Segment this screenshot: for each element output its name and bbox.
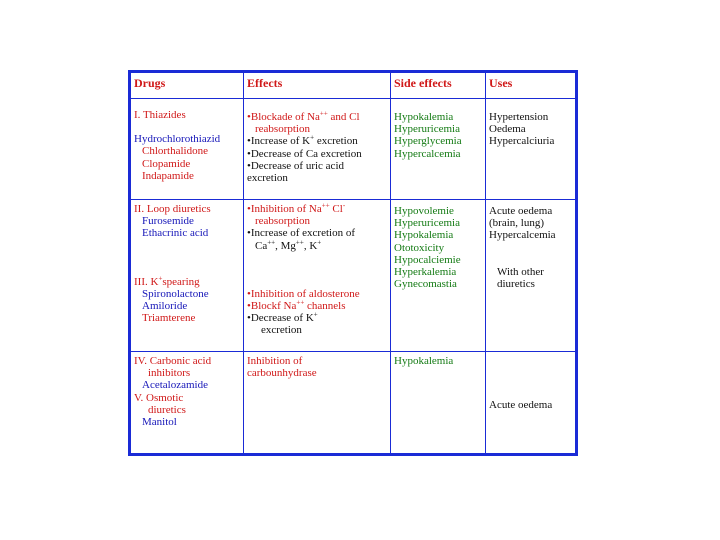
effect-item: excretion — [247, 172, 288, 185]
header-effects: Effects — [247, 76, 283, 90]
effect-item: •Blockf Na++ channels — [247, 298, 346, 313]
header-divider — [131, 98, 575, 99]
effect-item: Inhibition of — [247, 355, 303, 367]
row2-side-effects — [394, 205, 486, 290]
side-effect: Ototoxicity — [394, 241, 445, 254]
column-divider — [390, 73, 391, 453]
side-effect: Hyperuricemia — [394, 123, 460, 136]
side-effect: Hyperkalemia — [394, 266, 457, 279]
drug-name: Triamterene — [142, 312, 196, 325]
drug-name: Acetalozamide — [142, 379, 208, 392]
drug-name: Chlorthalidone — [142, 145, 208, 158]
row1-uses — [489, 111, 577, 148]
side-effect: Hypovolemie — [394, 205, 454, 217]
effect-item: reabsorption — [255, 123, 310, 136]
use-item: Acute oedema — [489, 205, 553, 217]
side-effect: Hypokalemia — [394, 355, 454, 367]
side-effect: Hypokalemia — [394, 111, 454, 123]
use-item: With other — [497, 265, 544, 278]
row3-drugs — [134, 355, 242, 428]
row-divider — [131, 351, 575, 352]
use-item: Acute oedema — [489, 399, 553, 411]
use-item: Hypertension — [489, 111, 549, 123]
drug-class: I. Thiazides — [134, 109, 186, 121]
use-item: Oedema — [489, 123, 526, 136]
use-item: Hypercalcemia — [489, 229, 556, 242]
row2-uses — [489, 205, 577, 290]
drug-name: Clopamide — [142, 157, 191, 170]
row2-drugs — [134, 203, 242, 324]
drug-class: IV. Carbonic acid — [134, 355, 212, 367]
drug-name: Amiloride — [142, 300, 188, 313]
drug-name: Ethacrinic acid — [142, 227, 209, 240]
use-item: (brain, lung) — [489, 217, 544, 230]
row2-effects — [247, 203, 390, 337]
row3-effects — [247, 355, 390, 379]
side-effect: Hypocalciemie — [394, 253, 461, 266]
side-effect: Hyperuricemia — [394, 217, 460, 230]
drug-class: II. Loop diuretics — [134, 203, 211, 215]
drug-class: diuretics — [148, 403, 186, 416]
effect-item: •Increase of excretion of — [247, 227, 355, 240]
drug-class: III. K+spearing — [134, 273, 200, 288]
side-effect: Gynecomastia — [394, 278, 457, 291]
effect-item: •Inhibition of aldosterone — [247, 287, 360, 300]
use-item: Hypercalciuria — [489, 135, 555, 148]
effect-item: •Decrease of uric acid — [247, 159, 344, 172]
effect-item: reabsorption — [255, 215, 310, 228]
effect-item: •Decrease of K+ — [247, 310, 318, 325]
drug-name: Hydrochlorothiazid — [134, 133, 221, 146]
drug-name: Manitol — [142, 416, 177, 429]
row1-effects — [247, 111, 390, 184]
row1-drugs — [134, 109, 242, 182]
effect-item: •Inhibition of Na++ Cl- — [247, 201, 346, 215]
effect-item: •Decrease of Ca excretion — [247, 147, 362, 160]
header-drugs: Drugs — [134, 76, 166, 90]
row-divider — [131, 199, 575, 200]
header-uses: Uses — [489, 76, 513, 90]
effect-item: •Blockade of Na++ and Cl — [247, 109, 360, 123]
column-divider — [243, 73, 244, 453]
side-effect: Hypercalcemia — [394, 147, 461, 160]
drug-name: Spironolactone — [142, 287, 209, 300]
drug-class: V. Osmotic — [134, 391, 184, 404]
header-side-effects: Side effects — [394, 76, 452, 90]
effect-item: carbounhydrase — [247, 367, 317, 380]
row3-side-effects — [394, 355, 486, 367]
drug-table — [128, 70, 578, 456]
effect-item: excretion — [261, 324, 302, 337]
use-item: diuretics — [497, 277, 535, 290]
drug-name: Furosemide — [142, 215, 194, 228]
effect-item: •Increase of K+ excretion — [247, 133, 358, 148]
row1-side-effects — [394, 111, 486, 160]
side-effect: Hypokalemia — [394, 229, 454, 242]
effect-item: Ca++, Mg++, K+ — [255, 237, 322, 252]
side-effect: Hyperglycemia — [394, 135, 462, 148]
drug-class: inhibitors — [148, 367, 191, 380]
row3-uses — [489, 399, 577, 411]
drug-name: Indapamide — [142, 169, 194, 182]
